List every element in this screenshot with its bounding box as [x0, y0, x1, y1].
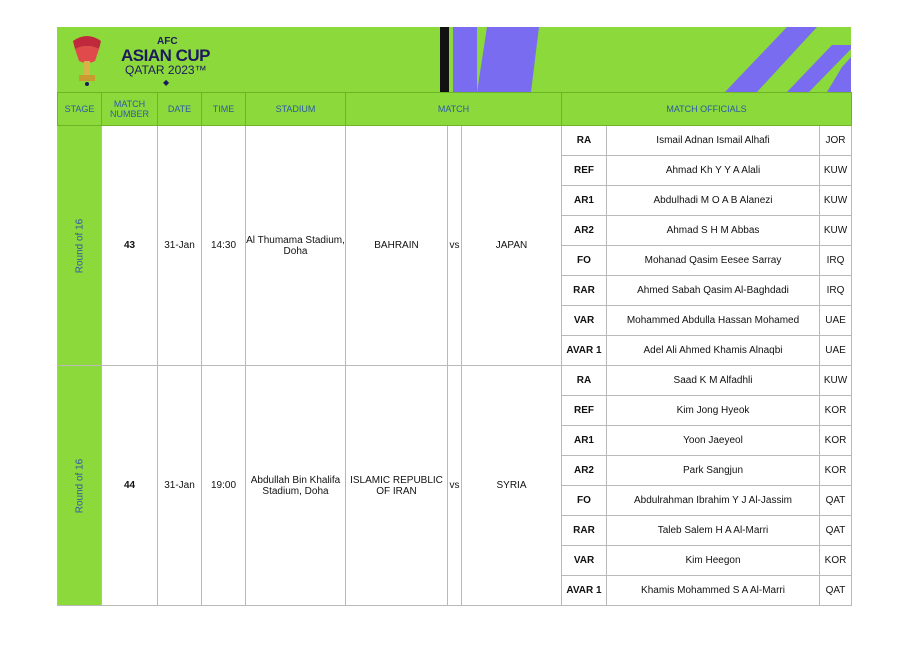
official-name-cell: Ahmad S H M Abbas	[607, 216, 820, 246]
official-role-cell: AVAR 1	[562, 576, 607, 606]
official-name-cell: Kim Jong Hyeok	[607, 396, 820, 426]
official-name-cell: Ahmad Kh Y Y A Alali	[607, 156, 820, 186]
logo-diamond-icon: ◆	[163, 78, 170, 87]
official-role-cell: RAR	[562, 516, 607, 546]
official-country-cell: KOR	[820, 456, 852, 486]
official-name-cell: Taleb Salem H A Al-Marri	[607, 516, 820, 546]
official-role-cell: AVAR 1	[562, 336, 607, 366]
col-time-header: TIME	[202, 93, 246, 126]
time-cell: 14:30	[202, 126, 246, 366]
official-country-cell: UAE	[820, 336, 852, 366]
header-banner	[57, 27, 851, 92]
official-name-cell: Abdulrahman Ibrahim Y J Al-Jassim	[607, 486, 820, 516]
official-role-cell: AR1	[562, 426, 607, 456]
stage-label: Round of 16	[74, 458, 85, 513]
official-country-cell: QAT	[820, 486, 852, 516]
home-team-cell: BAHRAIN	[346, 126, 448, 366]
date-cell: 31-Jan	[158, 126, 202, 366]
date-cell: 31-Jan	[158, 366, 202, 606]
trophy-icon	[67, 31, 107, 89]
official-country-cell: KUW	[820, 156, 852, 186]
table-row	[58, 126, 852, 156]
official-name-cell: Ahmed Sabah Qasim Al-Baghdadi	[607, 276, 820, 306]
official-role-cell: RA	[562, 126, 607, 156]
stadium-cell: Abdullah Bin Khalifa Stadium, Doha	[246, 366, 346, 606]
stage-cell	[58, 366, 102, 606]
official-country-cell: KUW	[820, 186, 852, 216]
vs-cell: vs	[448, 366, 462, 606]
official-role-cell: RA	[562, 366, 607, 396]
official-name-cell: Abdulhadi M O A B Alanezi	[607, 186, 820, 216]
official-name-cell: Adel Ali Ahmed Khamis Alnaqbi	[607, 336, 820, 366]
time-cell: 19:00	[202, 366, 246, 606]
match-number-cell: 44	[102, 366, 158, 606]
match-number-cell: 43	[102, 126, 158, 366]
logo-afc-text: AFC	[157, 36, 178, 47]
away-team-cell: JAPAN	[462, 126, 562, 366]
vs-cell: vs	[448, 126, 462, 366]
official-country-cell: KOR	[820, 396, 852, 426]
official-role-cell: AR2	[562, 456, 607, 486]
official-name-cell: Saad K M Alfadhli	[607, 366, 820, 396]
stage-label: Round of 16	[74, 218, 85, 273]
official-name-cell: Ismail Adnan Ismail Alhafi	[607, 126, 820, 156]
official-country-cell: KOR	[820, 426, 852, 456]
official-role-cell: FO	[562, 486, 607, 516]
col-stadium-header: STADIUM	[246, 93, 346, 126]
col-officials-header: MATCH OFFICIALS	[562, 93, 852, 126]
logo-qatar-text: QATAR 2023™	[125, 63, 207, 77]
official-role-cell: AR2	[562, 216, 607, 246]
official-country-cell: UAE	[820, 306, 852, 336]
official-name-cell: Kim Heegon	[607, 546, 820, 576]
logo-asian-cup-text: ASIAN CUP	[121, 46, 211, 65]
afc-asian-cup-logo	[65, 31, 211, 89]
official-role-cell: AR1	[562, 186, 607, 216]
away-team-cell: SYRIA	[462, 366, 562, 606]
table-row	[58, 366, 852, 396]
official-name-cell: Mohammed Abdulla Hassan Mohamed	[607, 306, 820, 336]
stage-cell	[58, 126, 102, 366]
official-role-cell: VAR	[562, 306, 607, 336]
official-country-cell: QAT	[820, 516, 852, 546]
official-role-cell: REF	[562, 396, 607, 426]
official-role-cell: FO	[562, 246, 607, 276]
col-match-number-header: MATCH NUMBER	[102, 93, 158, 126]
official-role-cell: REF	[562, 156, 607, 186]
match-officials-table	[57, 92, 852, 606]
col-match-header: MATCH	[346, 93, 562, 126]
official-role-cell: VAR	[562, 546, 607, 576]
official-name-cell: Yoon Jaeyeol	[607, 426, 820, 456]
table-header-row	[58, 93, 852, 126]
official-country-cell: KUW	[820, 216, 852, 246]
col-date-header: DATE	[158, 93, 202, 126]
official-country-cell: IRQ	[820, 276, 852, 306]
official-role-cell: RAR	[562, 276, 607, 306]
official-country-cell: KOR	[820, 546, 852, 576]
official-name-cell: Park Sangjun	[607, 456, 820, 486]
col-stage-header: STAGE	[58, 93, 102, 126]
official-country-cell: JOR	[820, 126, 852, 156]
stadium-cell: Al Thumama Stadium, Doha	[246, 126, 346, 366]
official-name-cell: Khamis Mohammed S A Al-Marri	[607, 576, 820, 606]
official-country-cell: KUW	[820, 366, 852, 396]
official-name-cell: Mohanad Qasim Eesee Sarray	[607, 246, 820, 276]
official-country-cell: IRQ	[820, 246, 852, 276]
official-country-cell: QAT	[820, 576, 852, 606]
home-team-cell: ISLAMIC REPUBLIC OF IRAN	[346, 366, 448, 606]
